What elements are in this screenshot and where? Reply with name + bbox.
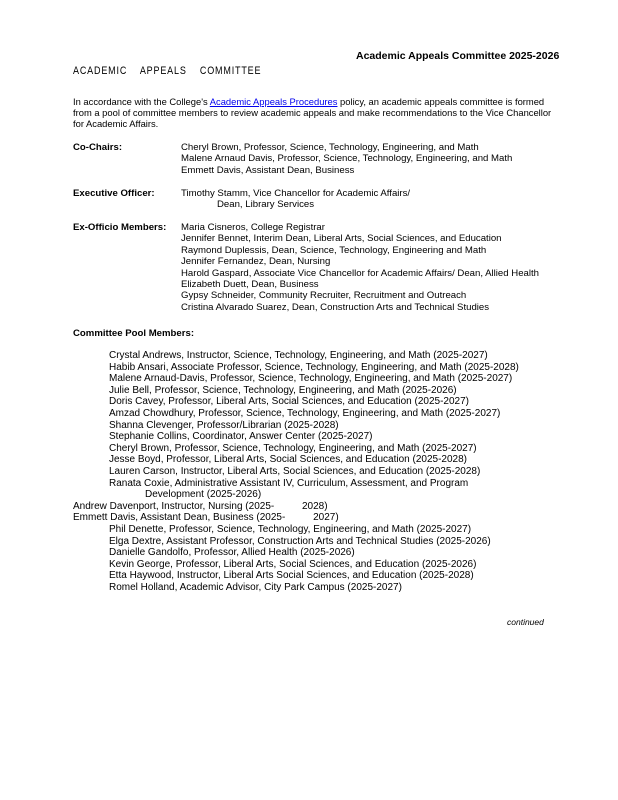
intro-text-before: In accordance with the College's — [73, 96, 210, 107]
intro-paragraph — [73, 96, 563, 129]
pool-member: Etta Haywood, Instructor, Liberal Arts Social Sciences, and Education (2025-2028) — [109, 570, 474, 582]
pool-members-list — [73, 350, 519, 593]
continued-note: continued — [507, 617, 544, 627]
pool-member: Kevin George, Professor, Liberal Arts, Social Sciences, and Education (2025-2026) — [109, 558, 477, 570]
ex-officio-item: Maria Cisneros, College Registrar — [181, 222, 325, 233]
pool-member: Amzad Chowdhury, Professor, Science, Technology, Engineering, and Math (2025-2027) — [109, 407, 501, 419]
pool-member: Stephanie Collins, Coordinator, Answer Center (2025-2027) — [109, 431, 373, 443]
co-chair-item: Malene Arnaud Davis, Professor, Science, Technology, Engineering, and Math — [181, 153, 513, 165]
pool-member: Julie Bell, Professor, Science, Technology, Engineering, and Math (2025-2026) — [109, 384, 457, 396]
pool-member: Romel Holland, Academic Advisor, City Park Campus (2025-2027) — [109, 581, 402, 593]
pool-member: Elga Dextre, Assistant Professor, Construction Arts and Technical Studies (2025-2026) — [109, 535, 491, 547]
co-chairs-list — [181, 142, 512, 176]
pool-member: Ranata Coxie, Administrative Assistant IV, Curriculum, Assessment, and Program — [109, 477, 469, 489]
pool-member: Cheryl Brown, Professor, Science, Technology, Engineering, and Math (2025-2027) — [109, 442, 477, 454]
pool-member: Lauren Carson, Instructor, Liberal Arts, Social Sciences, and Education (2025-2028) — [109, 465, 481, 477]
ex-officio-item: Harold Gaspard, Associate Vice Chancellor for Academic Affairs/ Dean, Allied Health — [181, 267, 539, 279]
co-chair-item: Emmett Davis, Assistant Dean, Business — [181, 164, 355, 176]
pool-member: Phil Denette, Professor, Science, Technology, Engineering, and Math (2025-2027) — [109, 523, 472, 535]
ex-officio-item: Jennifer Bennet, Interim Dean, Liberal Arts, Social Sciences, and Education — [181, 233, 502, 245]
pool-member: Crystal Andrews, Instructor, Science, Technology, Engineering, and Math (2025-2027) — [109, 350, 488, 361]
pool-member: Habib Ansari, Associate Professor, Science, Technology, Engineering, and Math (2025-2028) — [109, 361, 519, 373]
pool-member: Emmett Davis, Assistant Dean, Business (2025- 2027) — [73, 512, 339, 524]
co-chairs-label: Co-Chairs: — [73, 142, 123, 153]
academic-appeals-procedures-link[interactable]: Academic Appeals Procedures — [209, 96, 338, 107]
ex-officio-item: Jennifer Fernandez, Dean, Nursing — [181, 256, 331, 268]
executive-officer-line: Timothy Stamm, Vice Chancellor for Academic Affairs/ — [181, 188, 411, 199]
executive-officer-info — [181, 188, 410, 211]
pool-member: Shanna Clevenger, Professor/Librarian (2025-2028) — [109, 419, 339, 431]
pool-member: Andrew Davenport, Instructor, Nursing (2025- 2028) — [73, 500, 328, 512]
pool-member: Doris Cavey, Professor, Liberal Arts, Social Sciences, and Education (2025-2027) — [109, 396, 469, 408]
pool-member: Danielle Gandolfo, Professor, Allied Health (2025-2026) — [109, 547, 355, 559]
page-title: ACADEMIC APPEALS COMMITTEE — [73, 65, 262, 77]
executive-officer-line: Dean, Library Services — [217, 199, 315, 211]
intro-text-after: policy, an academic appeals committee is formed from a pool of committee members to review academic appeals and make recommendations to the Vice Chancellor for Academic Affairs. — [73, 96, 552, 129]
ex-officio-label: Ex-Officio Members: — [73, 222, 167, 233]
pool-member: Jesse Boyd, Professor, Liberal Arts, Social Sciences, and Education (2025-2028) — [109, 454, 467, 466]
pool-member-continuation: Development (2025-2026) — [145, 489, 262, 501]
pool-members-heading: Committee Pool Members: — [73, 328, 195, 339]
co-chair-item: Cheryl Brown, Professor, Science, Technology, Engineering, and Math — [181, 142, 479, 153]
running-header: Academic Appeals Committee 2025-2026 — [356, 50, 560, 62]
executive-officer-label: Executive Officer: — [73, 188, 155, 199]
ex-officio-item: Cristina Alvarado Suarez, Dean, Construction Arts and Technical Studies — [181, 301, 490, 313]
pool-member: Malene Arnaud-Davis, Professor, Science, Technology, Engineering, and Math (2025-2027) — [109, 373, 513, 385]
ex-officio-item: Gypsy Schneider, Community Recruiter, Recruitment and Outreach — [181, 290, 467, 302]
ex-officio-item: Raymond Duplessis, Dean, Science, Technology, Engineering and Math — [181, 244, 487, 256]
ex-officio-item: Elizabeth Duett, Dean, Business — [181, 279, 319, 291]
ex-officio-list — [181, 222, 539, 313]
